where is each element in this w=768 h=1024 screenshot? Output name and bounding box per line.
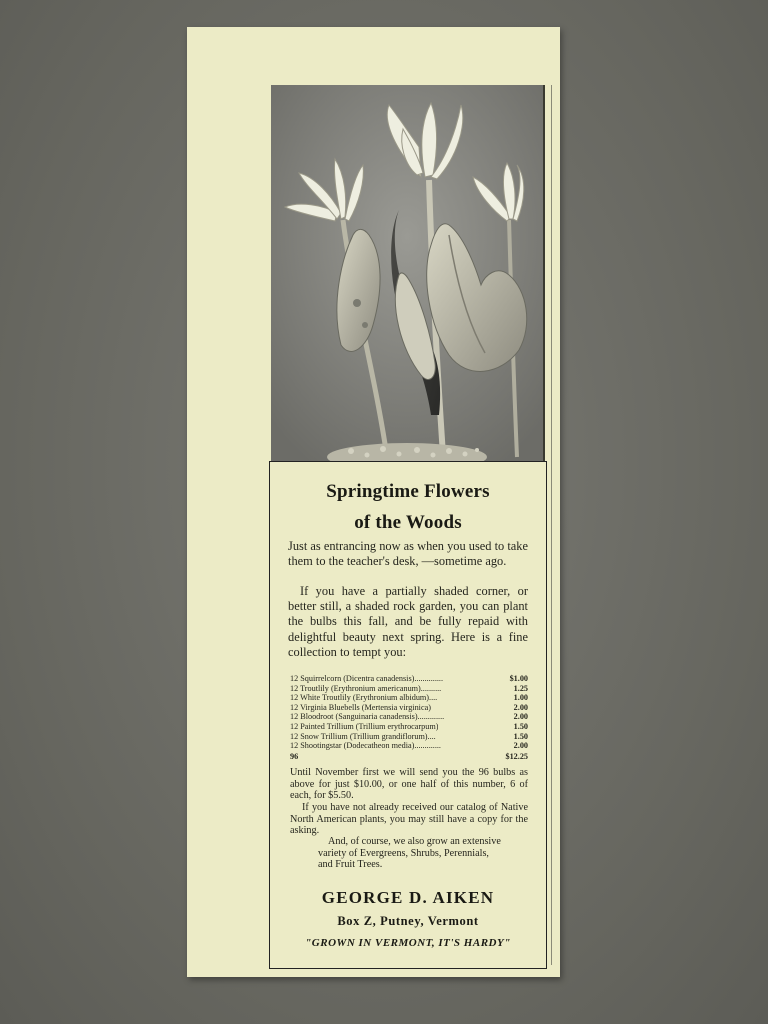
flower-photo xyxy=(271,85,543,463)
adjacent-column-bleed xyxy=(548,118,560,278)
item-price: $1.00 xyxy=(509,674,528,683)
advertiser-address: Box Z, Putney, Vermont xyxy=(337,914,479,928)
slogan: "GROWN IN VERMONT, IT'S HARDY" xyxy=(305,937,511,949)
item-description: 12 Shootingstar (Dodecatheon media)............. xyxy=(290,741,441,751)
item-price: 1.50 xyxy=(513,731,528,741)
item-price: 2.00 xyxy=(513,741,528,751)
also-grow-paragraph: And, of course, we also grow an extensive variety of Evergreens, Shrubs, Perennials, and Fruit Trees. xyxy=(318,836,501,871)
price-list-row xyxy=(290,674,528,684)
item-price: 2.00 xyxy=(513,702,528,712)
advertiser-name: GEORGE D. AIKEN xyxy=(321,888,495,907)
item-price: 1.50 xyxy=(513,721,528,731)
item-description: 12 White Troutlily (Erythronium albidum).... xyxy=(290,693,438,703)
item-description: 12 Snow Trillium (Trillium grandiflorum).... xyxy=(290,731,436,741)
item-description: 12 Painted Trillium (Trillium erythrocarpum) xyxy=(290,721,439,731)
total-count: 96 xyxy=(290,751,299,761)
headline-line-1: Springtime Flowers xyxy=(326,481,490,502)
price-list-row xyxy=(290,712,528,722)
headline xyxy=(270,476,546,538)
headline-line-2: of the Woods xyxy=(354,512,462,533)
item-description: 12 Virginia Bluebells (Mertensia virginica) xyxy=(290,702,431,712)
price-list-row xyxy=(290,732,528,742)
column-rule-thin xyxy=(551,85,552,965)
garden-paragraph: If you have a partially shaded corner, or better still, a shaded rock garden, you can plant the bulbs this fall, and be fully repaid with delightful beauty next spring. Here is a fine collection to tempt you: xyxy=(288,584,528,659)
item-description: 12 Bloodroot (Sanguinaria canadensis)............. xyxy=(290,712,445,722)
item-price: 1.25 xyxy=(513,683,528,693)
item-price: 1.00 xyxy=(513,693,528,703)
price-list-row xyxy=(290,703,528,713)
price-list-total xyxy=(290,752,528,762)
item-price: 2.00 xyxy=(513,712,528,722)
item-description: 12 Troutlily (Erythronium americanum).......... xyxy=(290,683,442,693)
item-description: 12 Squirrelcorn (Dicentra canadensis).............. xyxy=(290,674,444,683)
catalog-paragraph: If you have not already received our catalog of Native North American plants, you may still have a copy for the asking. xyxy=(290,802,528,837)
price-list-row xyxy=(290,693,528,703)
offer-paragraph: Until November first we will send you the 96 bulbs as above for just $10.00, or one half of this number, 6 of each, for $5.50. xyxy=(290,767,528,802)
intro-paragraph: Just as entrancing now as when you used to take them to the teacher's desk, —sometime ago. xyxy=(288,539,528,569)
price-list xyxy=(290,674,528,761)
price-list-row xyxy=(290,722,528,732)
ad-copy-box xyxy=(269,461,547,969)
price-list-row xyxy=(290,741,528,751)
total-price: $12.25 xyxy=(505,751,528,761)
price-list-row xyxy=(290,684,528,694)
